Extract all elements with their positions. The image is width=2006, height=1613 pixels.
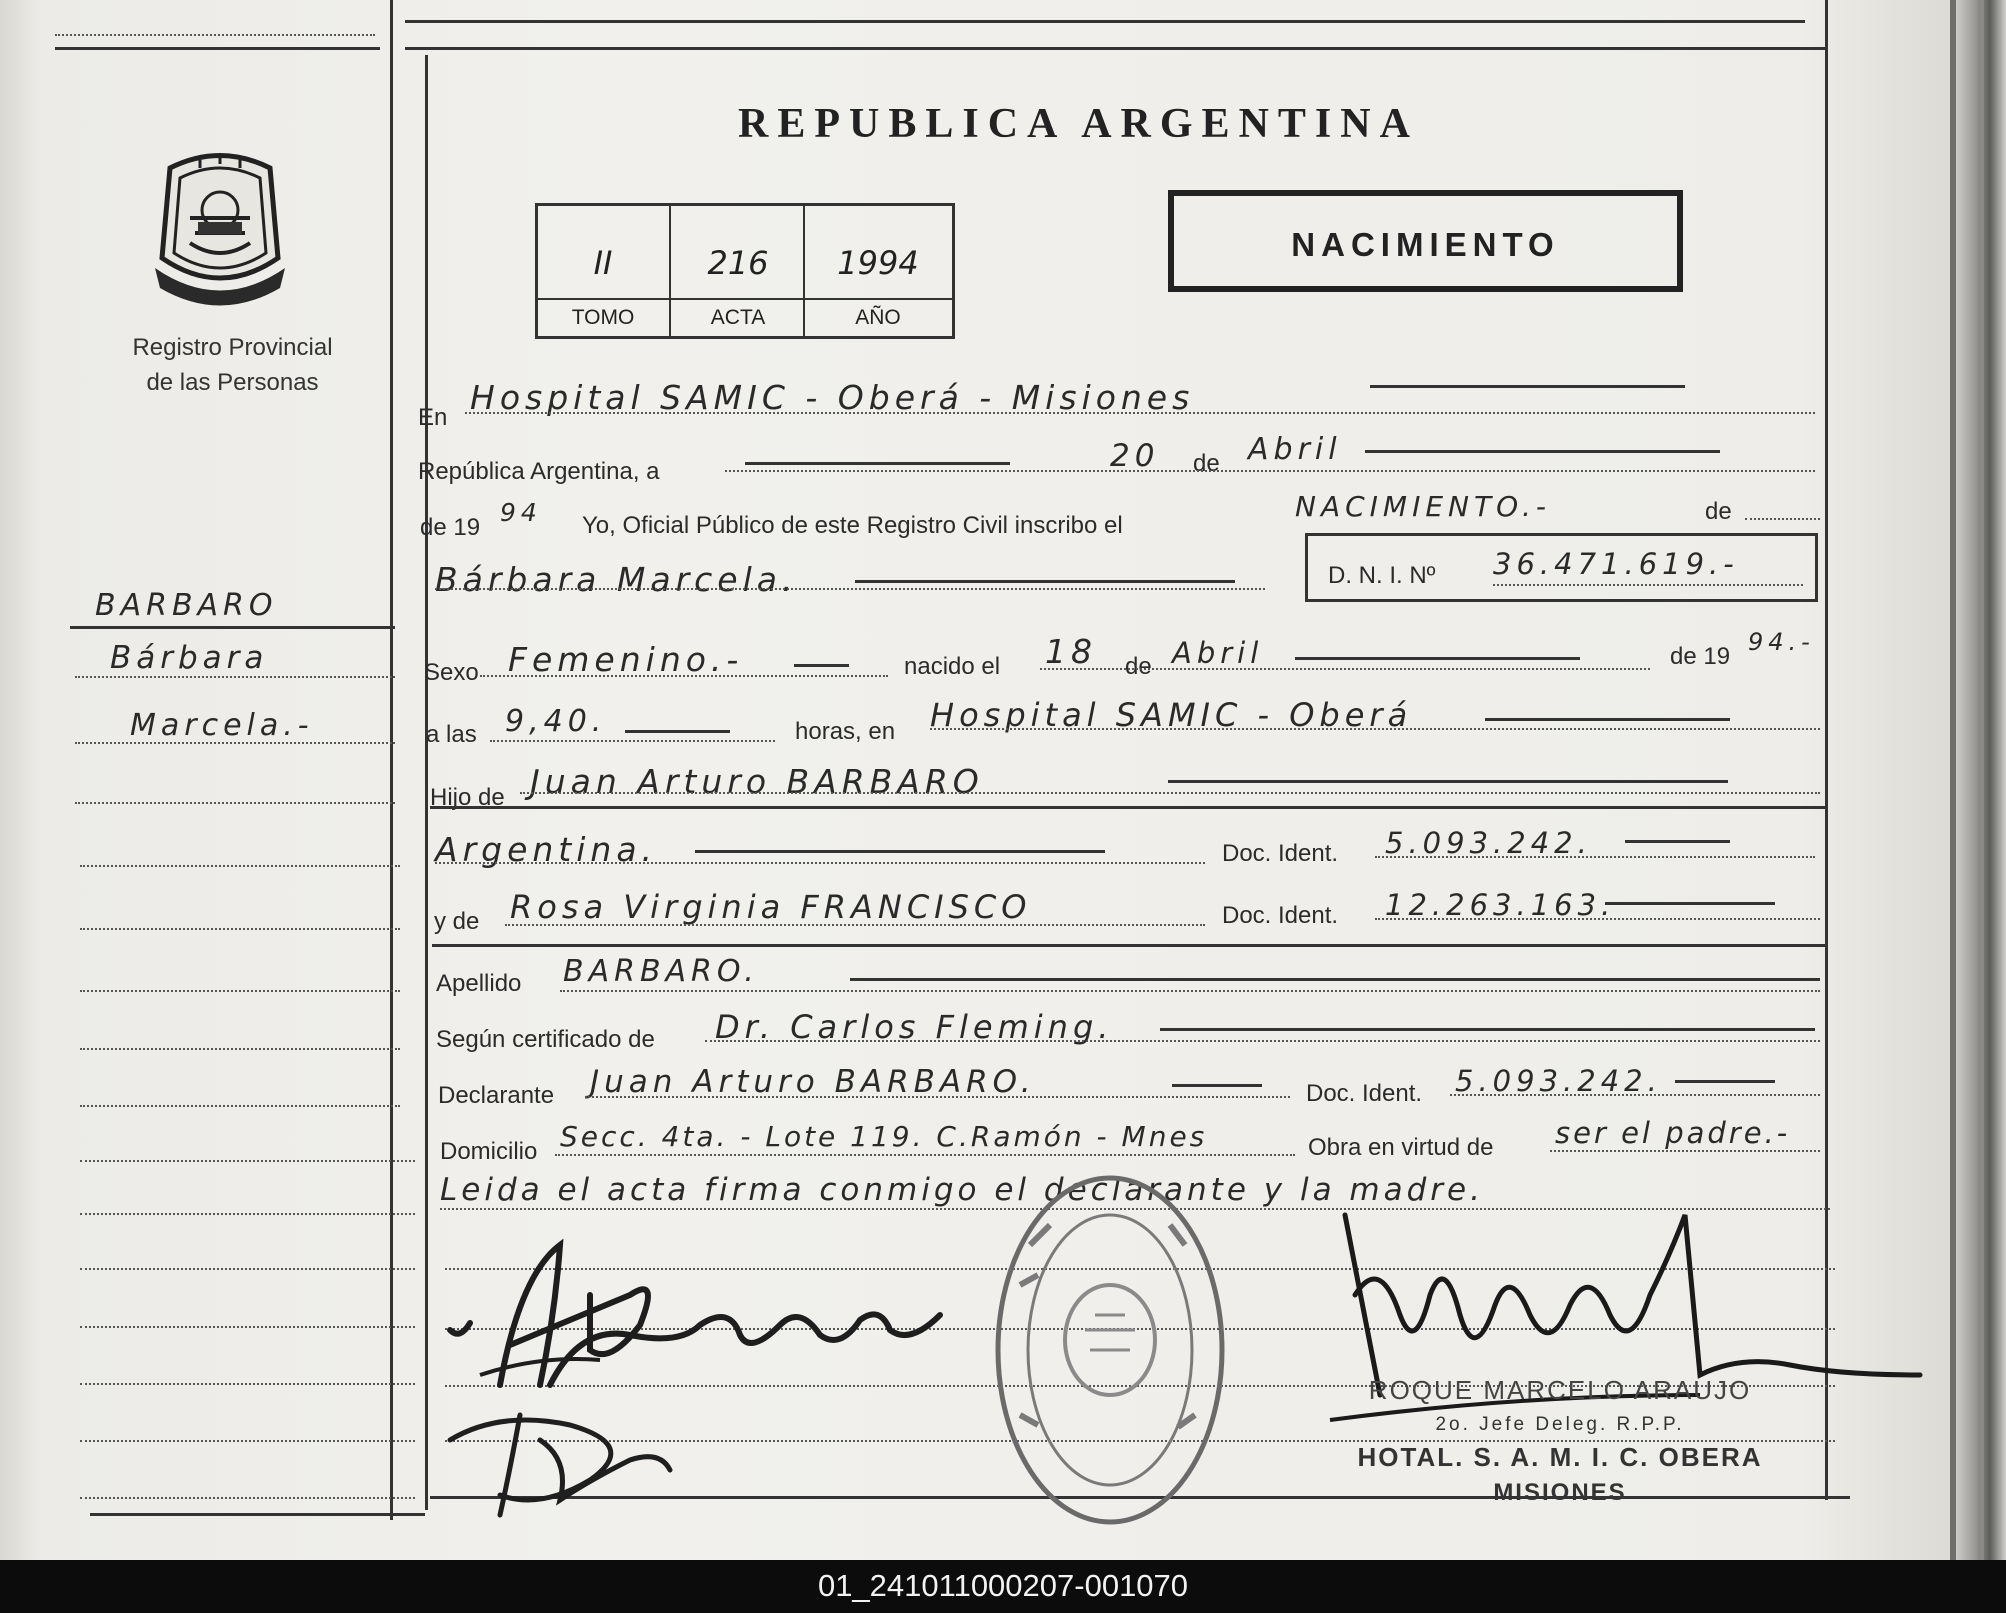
declarant-name: Juan Arturo BARBARO. bbox=[590, 1064, 1036, 1100]
de-label: de bbox=[1193, 450, 1220, 477]
birth-place: Hospital SAMIC - Oberá bbox=[930, 696, 1413, 734]
image-caption: 01_241011000207-001070 bbox=[817, 1568, 1189, 1603]
de-label-2: de bbox=[1705, 498, 1732, 525]
declarant-signature-icon bbox=[440, 1235, 960, 1405]
row-line-padre bbox=[520, 792, 1820, 794]
registry-line-1: Registro Provincial bbox=[132, 334, 333, 361]
row-line bbox=[1745, 518, 1820, 520]
tomo-label: TOMO bbox=[571, 306, 635, 329]
margin-line bbox=[80, 1497, 415, 1499]
tomo-value: II bbox=[593, 244, 613, 282]
mother-doc: 12.263.163. bbox=[1385, 888, 1616, 922]
right-top-rule-2 bbox=[405, 47, 1825, 50]
official-statement: Yo, Oficial Público de este Registro Civil inscribo el bbox=[582, 512, 1123, 539]
dni-value: 36.471.619.- bbox=[1493, 547, 1739, 581]
official-name-stamp bbox=[1345, 1375, 1775, 1507]
place-value: Hospital SAMIC - Oberá - Misiones bbox=[470, 378, 1195, 417]
sex-value: Femenino.- bbox=[508, 640, 744, 679]
margin-given-name-1: Bárbara bbox=[110, 640, 269, 676]
sexo-label: Sexo bbox=[424, 659, 479, 686]
office-province: MISIONES bbox=[1493, 1479, 1627, 1506]
record-type-box bbox=[1168, 190, 1683, 292]
margin-line bbox=[80, 1326, 415, 1328]
row-line-obra bbox=[1550, 1150, 1820, 1152]
acta-label: ACTA bbox=[710, 306, 766, 329]
fill-line bbox=[1168, 780, 1728, 783]
fill-line bbox=[1365, 450, 1720, 453]
margin-line bbox=[80, 1440, 415, 1442]
address-value: Secc. 4ta. - Lote 119. C.Ramón - Mnes bbox=[560, 1120, 1208, 1153]
registry-office-name bbox=[100, 330, 365, 400]
book-spine bbox=[1950, 0, 1956, 1560]
section-rule bbox=[430, 806, 1825, 809]
fill-line bbox=[1295, 657, 1580, 660]
row-line-name bbox=[435, 588, 1265, 590]
father-name: Juan Arturo BARBARO bbox=[530, 762, 984, 801]
fill-line bbox=[794, 664, 849, 667]
provincial-seal-icon bbox=[150, 148, 290, 308]
horas-label: horas, en bbox=[795, 718, 896, 745]
child-name: Bárbara Marcela. bbox=[435, 560, 798, 599]
row-line-fecha bbox=[725, 470, 1815, 472]
margin-given-name-2: Marcela.- bbox=[130, 708, 314, 743]
acta-value: 216 bbox=[707, 244, 769, 282]
de-label-3: de bbox=[1125, 653, 1152, 680]
doc-ident-label: Doc. Ident. bbox=[1222, 840, 1339, 867]
birth-year-suffix: 94.- bbox=[1748, 628, 1815, 656]
fill-line bbox=[1625, 840, 1730, 843]
hijo-de-label: Hijo de bbox=[430, 784, 505, 811]
margin-line bbox=[75, 802, 395, 804]
margin-line bbox=[80, 1383, 415, 1385]
act-type-value: NACIMIENTO.- bbox=[1295, 490, 1551, 523]
row-line-apellido bbox=[560, 990, 1820, 992]
margin-line bbox=[80, 1105, 400, 1107]
margin-line bbox=[80, 1160, 415, 1162]
nacido-label: nacido el bbox=[904, 653, 1001, 680]
declarant-doc: 5.093.242. bbox=[1455, 1064, 1662, 1098]
fill-line bbox=[855, 580, 1235, 583]
margin-line bbox=[75, 742, 395, 744]
right-top-rule bbox=[405, 20, 1805, 23]
fill-line bbox=[745, 462, 1010, 465]
row-line-hora bbox=[490, 740, 775, 742]
fill-line bbox=[1370, 385, 1685, 388]
closing-note: Leida el acta firma conmigo el declarante y la madre. bbox=[440, 1172, 1484, 1208]
row-line-nacido bbox=[1040, 668, 1650, 670]
left-top-rule bbox=[55, 47, 380, 50]
row-line-madre bbox=[505, 924, 1205, 926]
registry-line-2: de las Personas bbox=[146, 369, 319, 396]
margin-bottom-rule bbox=[90, 1513, 425, 1516]
row-line-lugar bbox=[930, 728, 1820, 730]
obra-label: Obra en virtud de bbox=[1308, 1134, 1494, 1161]
margin-surname: BARBARO bbox=[95, 588, 278, 623]
column-divider bbox=[390, 0, 393, 1520]
margin-line bbox=[80, 1213, 415, 1215]
margin-line bbox=[80, 928, 400, 930]
margin-line bbox=[80, 865, 400, 867]
row-line-doc-3 bbox=[1450, 1094, 1820, 1096]
apellido-value: BARBARO. bbox=[563, 954, 759, 989]
row-line-decl bbox=[585, 1096, 1290, 1098]
row-line-doc-2 bbox=[1375, 918, 1820, 920]
registration-month: Abril bbox=[1248, 432, 1342, 467]
mother-signature-icon bbox=[440, 1400, 680, 1520]
fill-line bbox=[850, 978, 1820, 981]
fill-line bbox=[1605, 902, 1775, 905]
fill-line bbox=[1485, 718, 1730, 721]
fill-line bbox=[695, 850, 1105, 853]
y-de-label: y de bbox=[434, 908, 480, 935]
official-name: ROQUE MARCELO ARAUJO bbox=[1368, 1375, 1752, 1405]
dni-label: D. N. I. Nº bbox=[1328, 562, 1436, 589]
anio-label: AÑO bbox=[855, 306, 901, 329]
mother-name: Rosa Virginia FRANCISCO bbox=[510, 888, 1032, 926]
fill-line bbox=[1172, 1084, 1262, 1087]
virtue-of-value: ser el padre.- bbox=[1555, 1116, 1791, 1150]
country-title: REPUBLICA ARGENTINA bbox=[738, 101, 1419, 147]
row-line-nac bbox=[435, 862, 1205, 864]
registration-year-suffix: 94 bbox=[500, 498, 542, 527]
registry-reference-box bbox=[535, 203, 955, 339]
domicilio-label: Domicilio bbox=[440, 1138, 538, 1165]
a-las-label: a las bbox=[426, 721, 477, 748]
row-line-en bbox=[465, 412, 1815, 414]
margin-surname-rule bbox=[70, 626, 395, 629]
section-rule bbox=[432, 944, 1825, 947]
father-nationality: Argentina. bbox=[435, 830, 658, 869]
form-left-border bbox=[425, 55, 428, 1510]
office-name: HOTAL. S. A. M. I. C. OBERA bbox=[1357, 1442, 1763, 1472]
top-dotted-line bbox=[55, 34, 375, 36]
margin-line bbox=[80, 1048, 400, 1050]
book-spine-edge bbox=[1980, 0, 1984, 1560]
de-19-label-2: de 19 bbox=[1670, 643, 1731, 670]
fill-line bbox=[625, 730, 730, 733]
fill-line bbox=[1160, 1028, 1815, 1031]
de-19-label: de 19 bbox=[420, 514, 481, 541]
official-title: 2o. Jefe Deleg. R.P.P. bbox=[1435, 1414, 1685, 1435]
segun-label: Según certificado de bbox=[436, 1026, 655, 1053]
doc-ident-label-3: Doc. Ident. bbox=[1306, 1080, 1423, 1107]
record-type: NACIMIENTO bbox=[1291, 226, 1560, 263]
republica-label: República Argentina, a bbox=[418, 458, 660, 485]
anio-value: 1994 bbox=[837, 244, 919, 282]
row-line-dom bbox=[555, 1154, 1295, 1156]
en-label: En bbox=[418, 404, 448, 431]
dni-line bbox=[1493, 584, 1803, 586]
dni-box bbox=[1305, 533, 1818, 602]
registration-day: 20 bbox=[1110, 438, 1160, 474]
birth-time: 9,40. bbox=[505, 704, 607, 739]
margin-line bbox=[75, 676, 395, 678]
margin-line bbox=[80, 990, 400, 992]
apellido-label: Apellido bbox=[436, 970, 522, 997]
fill-line bbox=[1675, 1080, 1775, 1083]
certificate-by: Dr. Carlos Fleming. bbox=[715, 1008, 1114, 1046]
row-line-cert bbox=[705, 1040, 1820, 1042]
birth-month: Abril bbox=[1172, 636, 1264, 670]
father-doc: 5.093.242. bbox=[1385, 826, 1592, 860]
doc-ident-label-2: Doc. Ident. bbox=[1222, 902, 1339, 929]
row-line-doc bbox=[1375, 856, 1815, 858]
reference-divider bbox=[538, 298, 952, 300]
declarante-label: Declarante bbox=[438, 1082, 555, 1109]
birth-day: 18 bbox=[1045, 632, 1097, 671]
row-line-sexo bbox=[480, 675, 888, 677]
round-official-stamp-icon bbox=[990, 1165, 1230, 1530]
margin-line bbox=[80, 1268, 415, 1270]
